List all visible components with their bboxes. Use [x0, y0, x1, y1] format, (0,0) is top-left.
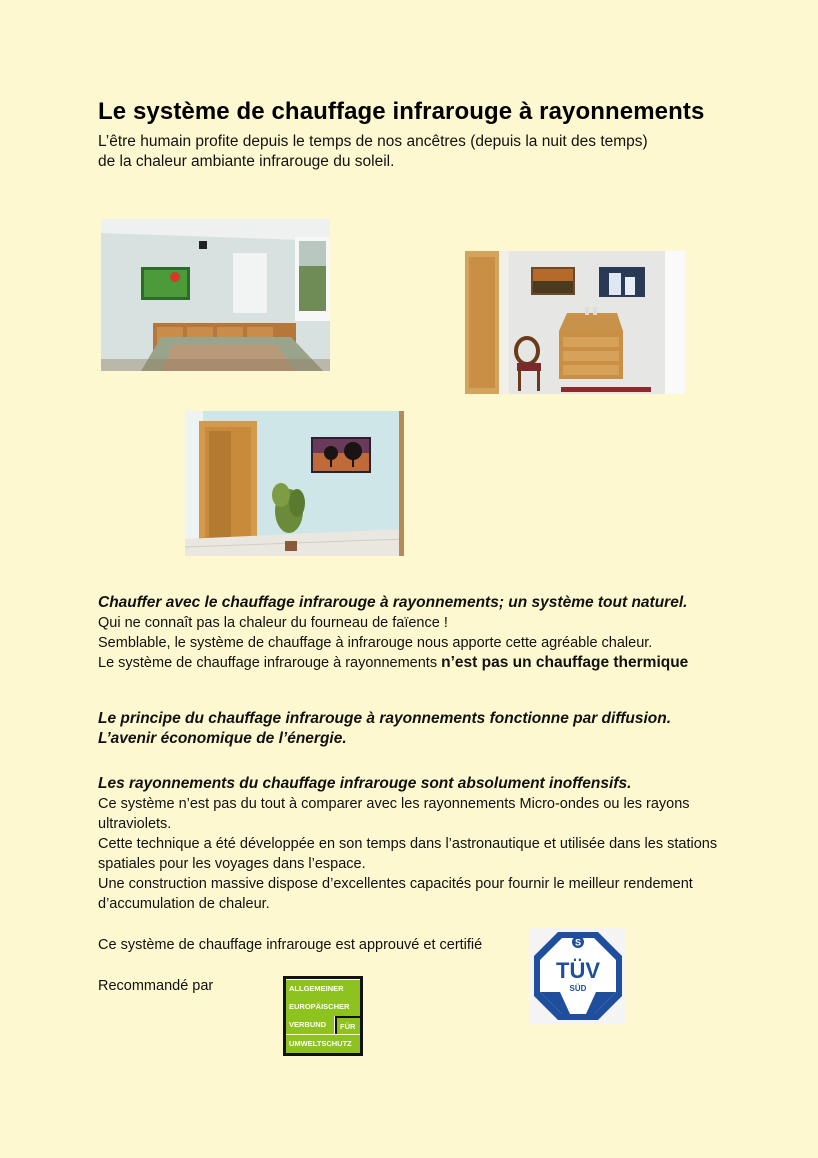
intro-text [98, 132, 648, 172]
photo-room-with-desk [465, 251, 685, 394]
photo-room-with-door [185, 411, 404, 556]
paragraph-line: ultraviolets. [98, 816, 172, 832]
tuv-name: TÜV [556, 958, 600, 983]
text-fragment: Le système de chauffage infrarouge à rayonnements [98, 655, 442, 671]
paragraph-line [98, 653, 778, 673]
section-heading: Chauffer avec le chauffage infrarouge à rayonnements; un système tout naturel. [98, 594, 688, 611]
logo-text: VERBUND [286, 1016, 334, 1034]
intro-line: L’être humain profite depuis le temps de nos ancêtres (depuis la nuit des temps) [98, 133, 648, 150]
section-heading: L’avenir économique de l’énergie. [98, 730, 347, 747]
paragraph-line: Ce système n’est pas du tout à comparer avec les rayonnements Micro-ondes ou les rayons [98, 796, 690, 812]
section-heading: Les rayonnements du chauffage infrarouge sont absolument inoffensifs. [98, 775, 632, 792]
paragraph-line: Qui ne connaît pas la chaleur du fourneau de faïence ! [98, 615, 448, 631]
paragraph-line: Semblable, le système de chauffage à infrarouge nous apporte cette agréable chaleur. [98, 635, 653, 651]
recommended-text: Recommandé par [98, 978, 214, 994]
logo-text: FÜR [335, 1016, 360, 1034]
tuv-s-icon: S [574, 937, 582, 948]
logo-text: UMWELTSCHUTZ [286, 1035, 360, 1053]
tuv-sud-logo [530, 928, 626, 1024]
photo-room-with-table [101, 219, 330, 371]
section-natural-heating [98, 593, 778, 673]
section-principle [98, 709, 778, 749]
paragraph-line: Une construction massive dispose d’excellentes capacités pour fournir le meilleur rendement [98, 876, 693, 892]
tuv-sub: SÜD [569, 984, 587, 993]
section-heading: Le principe du chauffage infrarouge à rayonnements fonctionne par diffusion. [98, 710, 672, 727]
certified-text: Ce système de chauffage infrarouge est approuvé et certifié [98, 937, 483, 953]
logo-text: EUROPÄISCHER [286, 998, 360, 1016]
emphasis-text: n’est pas un chauffage thermique [441, 654, 689, 671]
page-title: Le système de chauffage infrarouge à rayonnements [98, 98, 705, 125]
intro-line: de la chaleur ambiante infrarouge du soleil. [98, 153, 395, 170]
paragraph-line: d’accumulation de chaleur. [98, 896, 270, 912]
aeu-logo [283, 976, 363, 1056]
paragraph-line: Cette technique a été développée en son temps dans l’astronautique et utilisée dans les stations [98, 836, 718, 852]
paragraph-line: spatiales pour les voyages dans l’espace. [98, 856, 366, 872]
logo-text: ALLGEMEINER [286, 980, 360, 998]
section-harmless [98, 774, 778, 914]
